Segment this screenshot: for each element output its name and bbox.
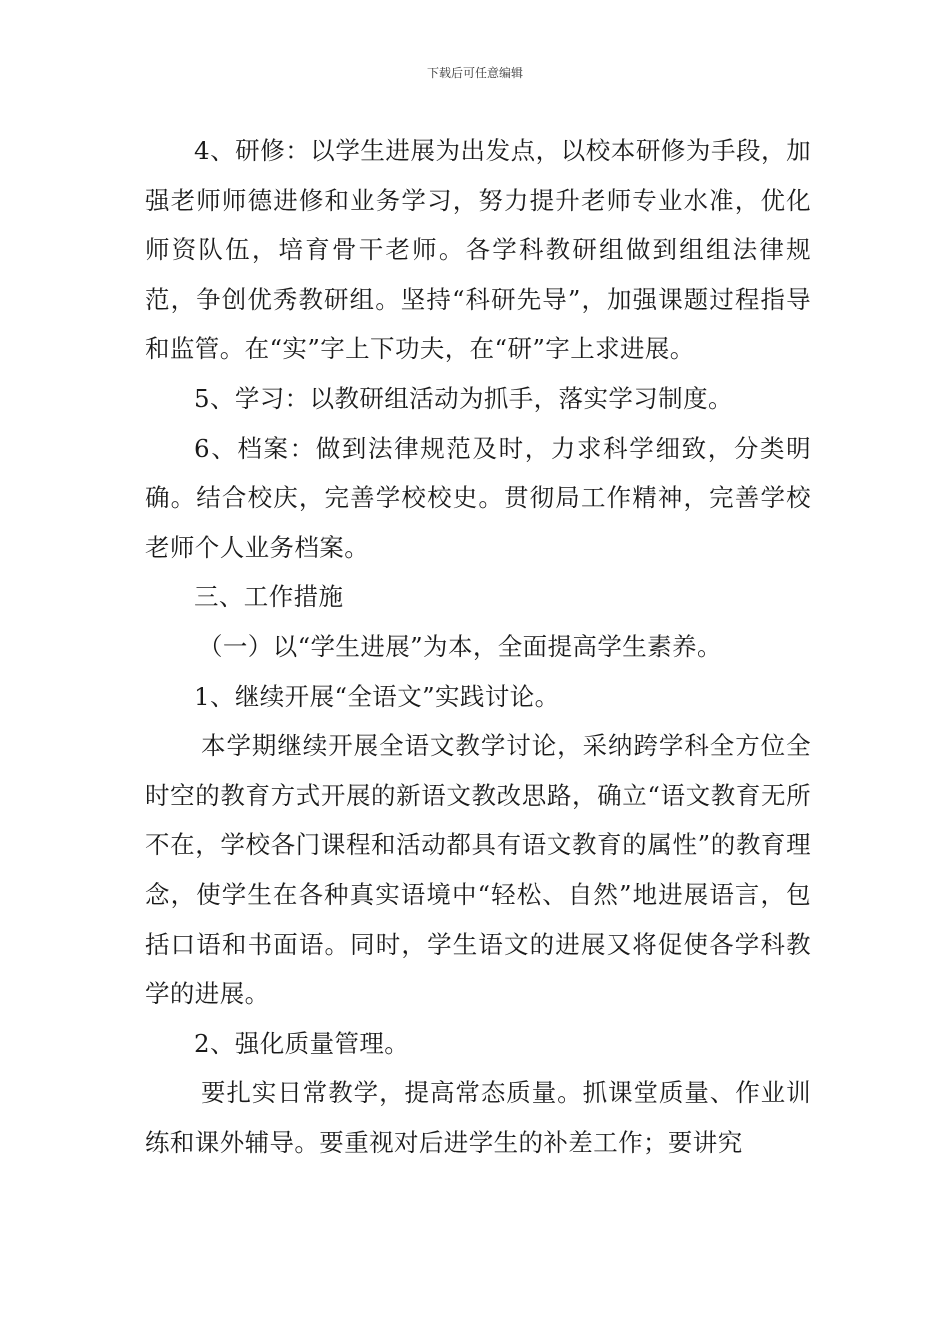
subsection-heading-student-development: （一）以“学生进展”为本，全面提高学生素养。 — [198, 631, 722, 661]
paragraph-whole-language: 本学期继续开展全语文教学讨论，采纳跨学科全方位全时空的教育方式开展的新语文教改思路，确立“语文教育无所不在，学校各门课程和活动都具有语文教育的属性”的教育理念，使学生在各种真实语境中“轻松、自然”地进展语言，包括口语和书面语。同时，学生语文的进展又将促使各学科教学的进展。 — [145, 731, 811, 1009]
paragraph-study: 5、学习：以教研组活动为抓手，落实学习制度。 — [194, 383, 733, 413]
page-header-note: 下载后可任意编辑 — [426, 66, 523, 80]
document-body — [145, 126, 811, 1167]
item-heading-quality-management: 2、强化质量管理。 — [194, 1028, 410, 1058]
section-heading-measures: 三、工作措施 — [194, 582, 344, 612]
paragraph-archives: 6、档案：做到法律规范及时，力求科学细致，分类明确。结合校庆，完善学校校史。贯彻局工作精神，完善学校老师个人业务档案。 — [145, 433, 811, 562]
paragraph-research: 4、研修：以学生进展为出发点，以校本研修为手段，加强老师师德进修和业务学习，努力提升老师专业水准，优化师资队伍，培育骨干老师。各学科教研组做到组组法律规范，争创优秀教研组。坚持“科研先导”，加强课题过程指导和监管。在“实”字上下功夫，在“研”字上求进展。 — [145, 136, 811, 364]
item-heading-whole-language: 1、继续开展“全语文”实践讨论。 — [194, 681, 560, 711]
paragraph-quality-management: 要扎实日常教学，提高常态质量。抓课堂质量、作业训练和课外辅导。要重视对后进学生的补差工作；要讲究 — [145, 1078, 811, 1157]
